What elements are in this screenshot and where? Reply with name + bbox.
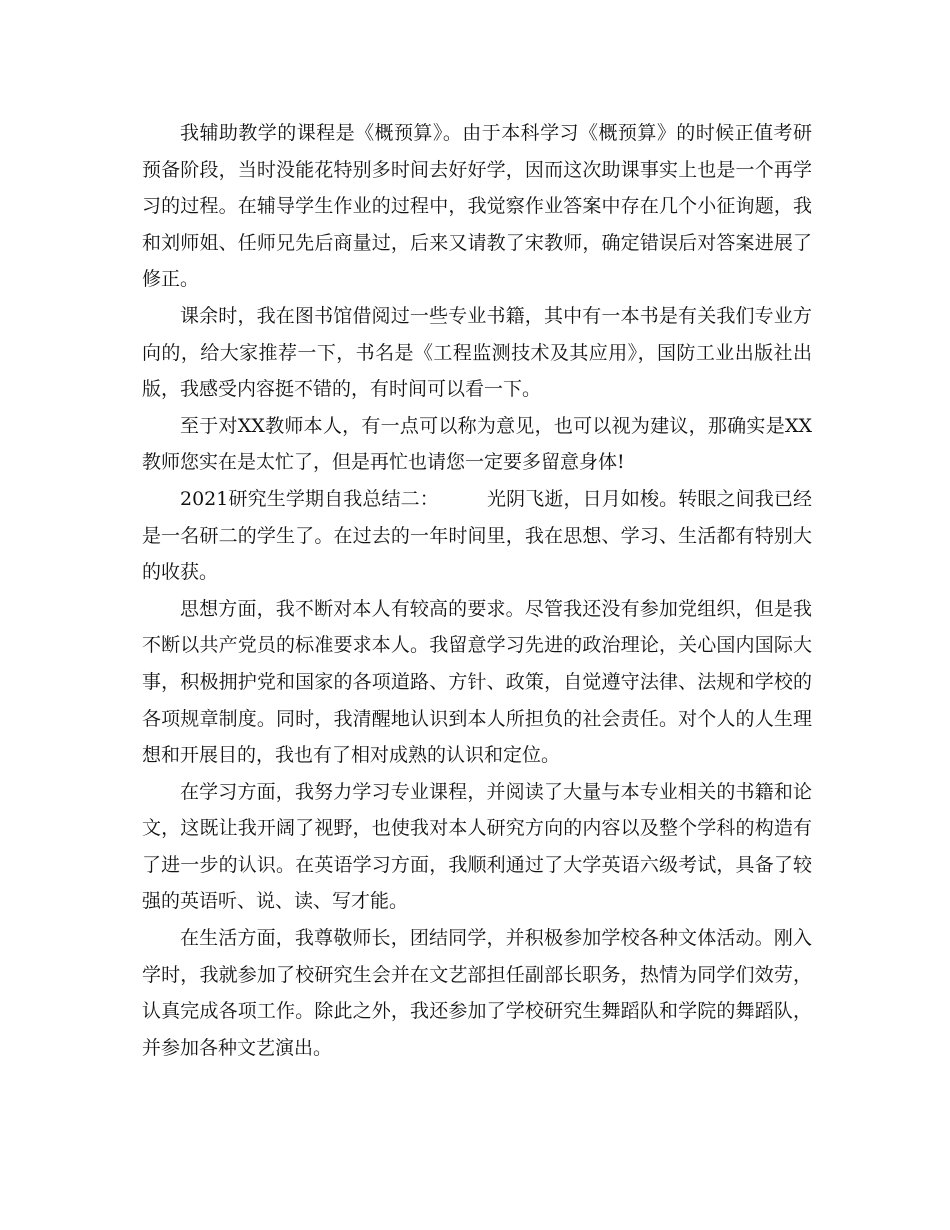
paragraph-book-recommendation: 课余时，我在图书馆借阅过一些专业书籍，其中有一本书是有关我们专业方向的，给大家推荐一下，书名是《工程监测技术及其应用》，国防工业出版社出版，我感受内容挺不错的，有时间可以看一下。 — [142, 304, 812, 401]
paragraph-summary-two — [142, 481, 812, 591]
document-body — [142, 115, 812, 1066]
paragraph-life: 在生活方面，我尊敬师长，团结同学，并积极参加学校各种文体活动。刚入学时，我就参加了校研究生会并在文艺部担任副部长职务，热情为同学们效劳，认真完成各项工作。除此之外，我还参加了学校研究生舞蹈队和学院的舞蹈队，并参加各种文艺演出。 — [142, 927, 812, 1059]
paragraph-advice-to-teacher: 至于对XX教师本人，有一点可以称为意见，也可以视为建议，那确实是XX教师您实在是太忙了，但是再忙也请您一定要多留意身体! — [142, 414, 812, 474]
paragraph-course-assistance: 我辅助教学的课程是《概预算》。由于本科学习《概预算》的时候正值考研预备阶段，当时没能花特别多时间去好好学，因而这次助课事实上也是一个再学习的过程。在辅导学生作业的过程中，我觉察作业答案中存在几个小征询题，我和刘师姐、任师兄先后商量过，后来又请教了宋教师，确定错误后对答案进展了修正。 — [142, 122, 812, 291]
summary-intro: 光阴飞逝，日月如梭。转眼之间我已经是一名研二的学生了。在过去的一年时间里，我在思想、学习、生活都有特别大的收获。 — [142, 487, 812, 584]
paragraph-ideology: 思想方面，我不断对本人有较高的要求。尽管我还没有参加党组织，但是我不断以共产党员的标准要求本人。我留意学习先进的政治理论，关心国内国际大事，积极拥护党和国家的各项道路、方针、政策，自觉遵守法律、法规和学校的各项规章制度。同时，我清醒地认识到本人所担负的社会责任。对个人的人生理想和开展目的，我也有了相对成熟的认识和定位。 — [142, 597, 812, 767]
paragraph-study: 在学习方面，我努力学习专业课程，并阅读了大量与本专业相关的书籍和论文，这既让我开阔了视野，也使我对本人研究方向的内容以及整个学科的构造有了进一步的认识。在英语学习方面，我顺利通过了大学英语六级考试，具备了较强的英语听、说、读、写才能。 — [142, 780, 812, 913]
summary-heading: 2021研究生学期自我总结二： — [180, 487, 439, 510]
